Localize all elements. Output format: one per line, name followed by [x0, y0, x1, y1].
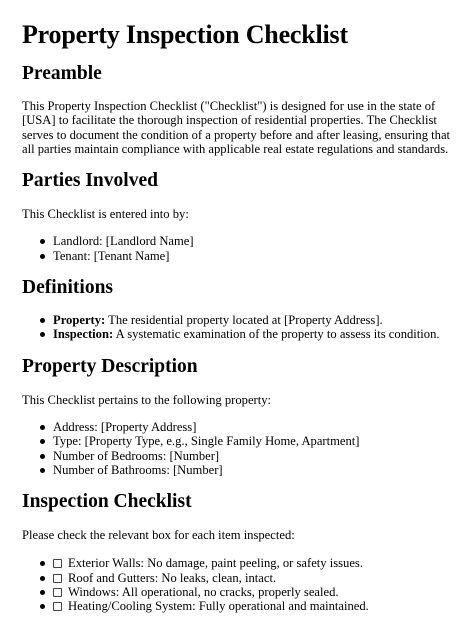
document-title: Property Inspection Checklist [22, 20, 348, 49]
checklist-heading: Inspection Checklist [22, 491, 192, 513]
list-item-landlord: Landlord: [Landlord Name] [53, 234, 452, 248]
list-item-address: Address: [Property Address] [53, 420, 452, 434]
checkbox-icon[interactable] [53, 574, 62, 583]
checkbox-icon[interactable] [53, 559, 62, 568]
checklist-item [53, 556, 452, 570]
parties-intro: This Checklist is entered into by: [22, 207, 189, 222]
checkbox-icon[interactable] [53, 602, 62, 611]
checklist-item [53, 599, 452, 613]
checklist-item-label: Windows: All operational, no cracks, properly sealed. [68, 585, 339, 600]
list-item-tenant: Tenant: [Tenant Name] [53, 249, 452, 263]
checkbox-icon[interactable] [53, 588, 62, 597]
preamble-heading: Preamble [22, 63, 102, 84]
list-item-bedrooms: Number of Bedrooms: [Number] [53, 449, 452, 463]
checklist-intro: Please check the relevant box for each item inspected: [22, 528, 295, 543]
definition-text: The residential property located at [Property Address]. [105, 313, 383, 328]
definition-item-inspection [53, 327, 452, 341]
checklist-list [22, 556, 452, 613]
definitions-list [22, 313, 452, 342]
definition-term: Property: [53, 313, 106, 328]
parties-heading: Parties Involved [22, 170, 158, 192]
checklist-item-label: Exterior Walls: No damage, paint peeling, or safety issues. [68, 556, 363, 571]
property-heading: Property Description [22, 355, 198, 377]
preamble-text: This Property Inspection Checklist ("Checklist") is designed for use in the state of [USA] to facilitate the thorough inspection of residential properties. The Checklist serves to document the condition of a property before and after leasing, ensuring that all parties maintain compliance with applicable real estate regulations and standards. [22, 99, 451, 156]
document-page [22, 0, 452, 614]
checklist-item [53, 585, 452, 599]
definition-text: A systematic examination of the property to assess its condition. [113, 327, 440, 342]
definition-term: Inspection: [53, 327, 114, 342]
list-item-type: Type: [Property Type, e.g., Single Family Home, Apartment] [53, 434, 452, 448]
property-list [22, 420, 452, 477]
property-intro: This Checklist pertains to the following property: [22, 392, 272, 407]
checklist-item-label: Roof and Gutters: No leaks, clean, intact. [68, 570, 277, 585]
checklist-item [53, 571, 452, 585]
list-item-bathrooms: Number of Bathrooms: [Number] [53, 463, 452, 477]
parties-list [22, 234, 452, 263]
definitions-heading: Definitions [22, 277, 114, 299]
checklist-item-label: Heating/Cooling System: Fully operational and maintained. [68, 599, 369, 614]
definition-item-property [53, 313, 452, 327]
